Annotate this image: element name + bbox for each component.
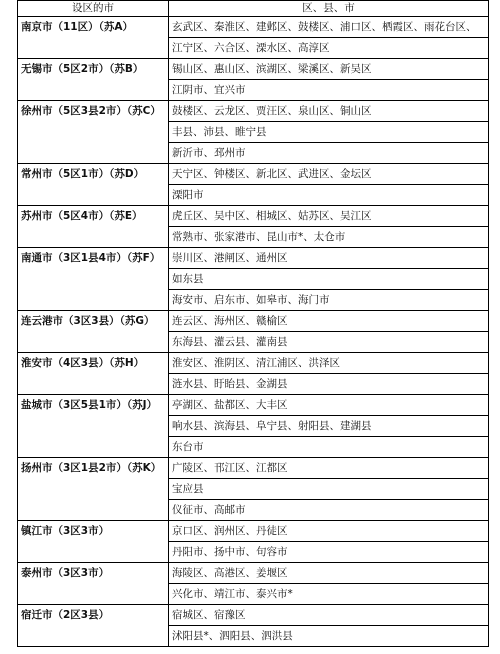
table-row bbox=[18, 479, 489, 500]
district-list-cell: 京口区、润州区、丹徒区 bbox=[169, 521, 489, 542]
table-row bbox=[18, 311, 489, 332]
district-list-cell: 宝应县 bbox=[169, 479, 489, 500]
city-blank-cell bbox=[18, 38, 169, 59]
table-row bbox=[18, 332, 489, 353]
city-name-cell: 苏州市（5区4市）（苏E） bbox=[18, 206, 169, 227]
district-list-cell: 海安市、启东市、如皋市、海门市 bbox=[169, 290, 489, 311]
city-name-cell: 无锡市（5区2市）（苏B） bbox=[18, 59, 169, 80]
city-blank-cell bbox=[18, 332, 169, 353]
district-list-cell: 仪征市、高邮市 bbox=[169, 500, 489, 521]
city-name-cell: 徐州市（5区3县2市）（苏C） bbox=[18, 101, 169, 122]
table-row bbox=[18, 542, 489, 563]
table-row bbox=[18, 605, 489, 626]
table-row bbox=[18, 38, 489, 59]
district-list-cell: 丰县、沛县、睢宁县 bbox=[169, 122, 489, 143]
district-list-cell: 东海县、灌云县、灌南县 bbox=[169, 332, 489, 353]
table-row bbox=[18, 521, 489, 542]
city-blank-cell bbox=[18, 227, 169, 248]
district-list-cell: 鼓楼区、云龙区、贾汪区、泉山区、铜山区 bbox=[169, 101, 489, 122]
jiangsu-districts-table bbox=[17, 0, 489, 647]
table-header-row bbox=[18, 1, 489, 17]
table-body bbox=[18, 17, 489, 647]
district-list-cell: 江宁区、六合区、溧水区、高淳区 bbox=[169, 38, 489, 59]
table-row bbox=[18, 227, 489, 248]
district-list-cell: 东台市 bbox=[169, 437, 489, 458]
district-list-cell: 涟水县、盱眙县、金湖县 bbox=[169, 374, 489, 395]
district-list-cell: 响水县、滨海县、阜宁县、射阳县、建湖县 bbox=[169, 416, 489, 437]
city-blank-cell bbox=[18, 437, 169, 458]
table-row bbox=[18, 416, 489, 437]
city-name-cell: 扬州市（3区1县2市）（苏K） bbox=[18, 458, 169, 479]
city-name-cell: 盐城市（3区5县1市）（苏J） bbox=[18, 395, 169, 416]
table-row bbox=[18, 584, 489, 605]
table-row bbox=[18, 626, 489, 647]
city-blank-cell bbox=[18, 290, 169, 311]
city-name-cell: 宿迁市（2区3县） bbox=[18, 605, 169, 626]
table-row bbox=[18, 59, 489, 80]
district-list-cell: 江阴市、宜兴市 bbox=[169, 80, 489, 101]
table-row bbox=[18, 206, 489, 227]
district-list-cell: 海陵区、高港区、姜堰区 bbox=[169, 563, 489, 584]
table-row bbox=[18, 395, 489, 416]
table-row bbox=[18, 437, 489, 458]
district-list-cell: 虎丘区、吴中区、相城区、姑苏区、吴江区 bbox=[169, 206, 489, 227]
district-list-cell: 如东县 bbox=[169, 269, 489, 290]
district-list-cell: 沭阳县*、泗阳县、泗洪县 bbox=[169, 626, 489, 647]
district-list-cell: 锡山区、惠山区、滨湖区、梁溪区、新吴区 bbox=[169, 59, 489, 80]
district-list-cell: 溧阳市 bbox=[169, 185, 489, 206]
district-list-cell: 连云区、海州区、赣榆区 bbox=[169, 311, 489, 332]
table-row bbox=[18, 143, 489, 164]
city-blank-cell bbox=[18, 584, 169, 605]
city-blank-cell bbox=[18, 416, 169, 437]
table-row bbox=[18, 80, 489, 101]
city-blank-cell bbox=[18, 269, 169, 290]
header-city: 设区的市 bbox=[18, 1, 169, 17]
district-list-cell: 亭湖区、盐都区、大丰区 bbox=[169, 395, 489, 416]
table-row bbox=[18, 458, 489, 479]
table-row bbox=[18, 164, 489, 185]
header-districts: 区、县、市 bbox=[169, 1, 489, 17]
city-name-cell: 连云港市（3区3县）（苏G） bbox=[18, 311, 169, 332]
city-name-cell: 南京市（11区）（苏A） bbox=[18, 17, 169, 38]
table-row bbox=[18, 269, 489, 290]
city-blank-cell bbox=[18, 80, 169, 101]
table-row bbox=[18, 122, 489, 143]
district-table-container bbox=[17, 0, 488, 647]
district-list-cell: 兴化市、靖江市、泰兴市* bbox=[169, 584, 489, 605]
city-blank-cell bbox=[18, 626, 169, 647]
table-row bbox=[18, 101, 489, 122]
table-row bbox=[18, 290, 489, 311]
district-list-cell: 崇川区、港闸区、通州区 bbox=[169, 248, 489, 269]
city-name-cell: 常州市（5区1市）（苏D） bbox=[18, 164, 169, 185]
district-list-cell: 天宁区、钟楼区、新北区、武进区、金坛区 bbox=[169, 164, 489, 185]
district-list-cell: 常熟市、张家港市、昆山市*、太仓市 bbox=[169, 227, 489, 248]
table-row bbox=[18, 248, 489, 269]
table-row bbox=[18, 374, 489, 395]
city-blank-cell bbox=[18, 122, 169, 143]
city-blank-cell bbox=[18, 185, 169, 206]
table-row bbox=[18, 185, 489, 206]
district-list-cell: 宿城区、宿豫区 bbox=[169, 605, 489, 626]
city-blank-cell bbox=[18, 500, 169, 521]
city-blank-cell bbox=[18, 143, 169, 164]
city-name-cell: 淮安市（4区3县）（苏H） bbox=[18, 353, 169, 374]
table-row bbox=[18, 500, 489, 521]
district-list-cell: 广陵区、邗江区、江都区 bbox=[169, 458, 489, 479]
city-blank-cell bbox=[18, 542, 169, 563]
district-list-cell: 玄武区、秦淮区、建邺区、鼓楼区、浦口区、栖霞区、雨花台区、 bbox=[169, 17, 489, 38]
district-list-cell: 丹阳市、扬中市、句容市 bbox=[169, 542, 489, 563]
city-name-cell: 泰州市（3区3市） bbox=[18, 563, 169, 584]
table-row bbox=[18, 563, 489, 584]
city-blank-cell bbox=[18, 479, 169, 500]
district-list-cell: 淮安区、淮阴区、清江浦区、洪泽区 bbox=[169, 353, 489, 374]
city-blank-cell bbox=[18, 374, 169, 395]
district-list-cell: 新沂市、邳州市 bbox=[169, 143, 489, 164]
city-name-cell: 南通市（3区1县4市）（苏F） bbox=[18, 248, 169, 269]
city-name-cell: 镇江市（3区3市） bbox=[18, 521, 169, 542]
table-row bbox=[18, 353, 489, 374]
table-row bbox=[18, 17, 489, 38]
